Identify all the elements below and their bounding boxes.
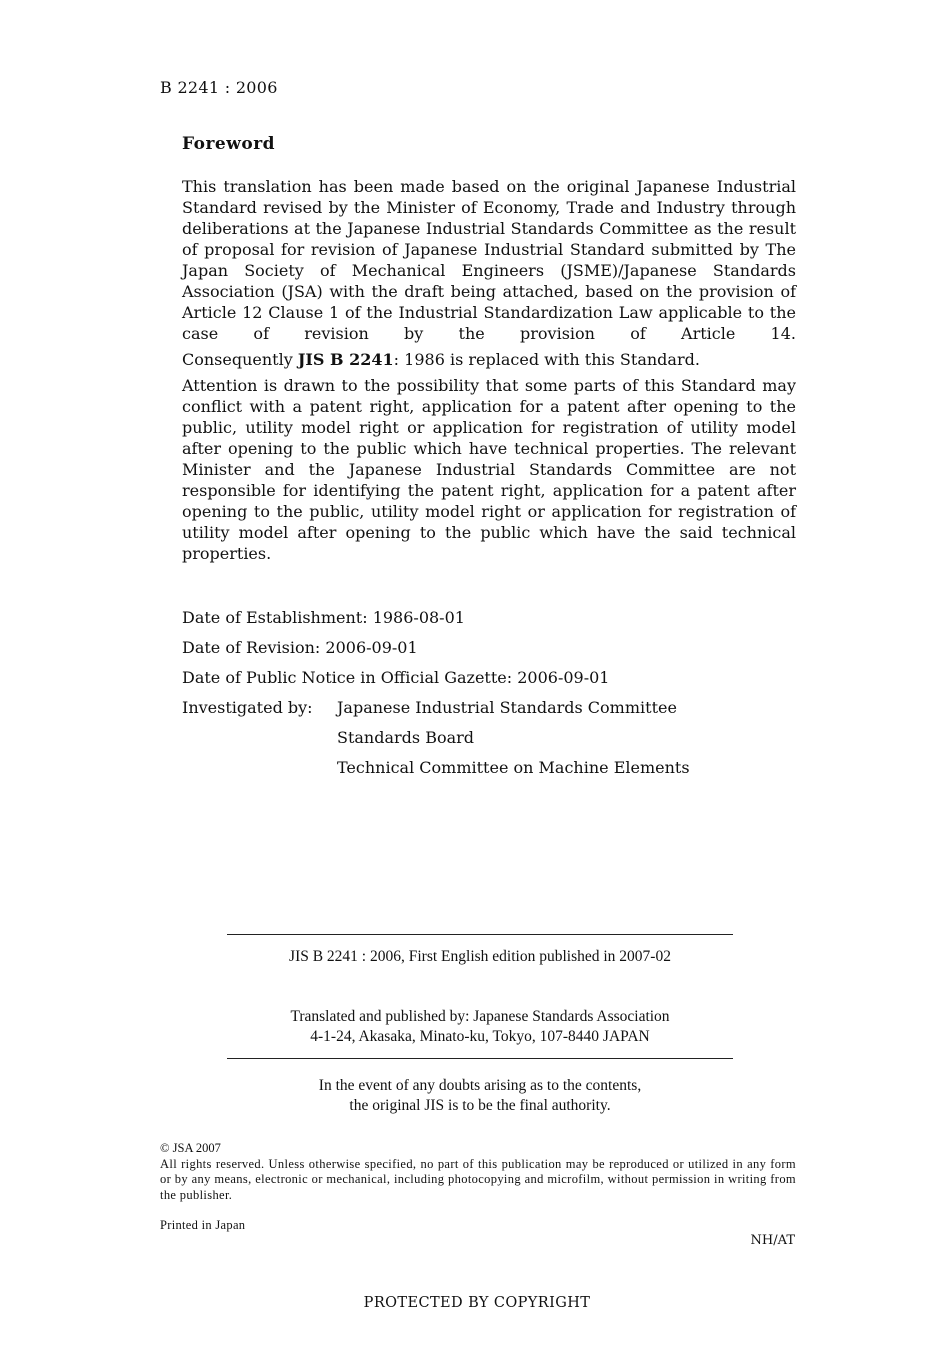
- publication-divider-bottom: [227, 1058, 733, 1059]
- foreword-paragraph-patent-notice: Attention is drawn to the possibility that some parts of this Standard may conflict with a patent right, application for a patent after opening to the public, utility model right or application for registration of utility model after opening to the public which have technical properties. The relevant Minister and the Japanese Industrial Standards Committee are not responsible for identifying the patent right, application for a patent after opening to the public, utility model right or application for registration of utility model after opening to the public which have the said technical properties.: [182, 376, 796, 563]
- date-of-establishment: Date of Establishment: 1986-08-01: [182, 608, 465, 627]
- publisher-name: Translated and published by: Japanese Standards Association: [290, 1008, 670, 1025]
- investigated-by-block: [182, 693, 690, 783]
- investigated-by-label: Investigated by:: [182, 698, 313, 717]
- publication-divider-top: [227, 934, 733, 935]
- edition-statement: JIS B 2241 : 2006, First English edition published in 2007-02: [289, 948, 671, 965]
- copyright-notice: © JSA 2007: [160, 1141, 221, 1155]
- printed-in-label: Printed in Japan: [160, 1218, 246, 1232]
- rights-statement: All rights reserved. Unless otherwise specified, no part of this publication may be reproduced or utilized in any form or by any means, electronic or mechanical, including photocopying and microfilm, without permission in writing from the publisher.: [160, 1156, 796, 1202]
- foreword-body: [182, 176, 796, 569]
- authority-note: [200, 1076, 760, 1116]
- document-code-header: B 2241 : 2006: [160, 78, 278, 97]
- investigating-body: Japanese Industrial Standards Committee: [337, 698, 677, 717]
- foreword-heading: Foreword: [182, 134, 276, 154]
- foreword-paragraph-replacement: [182, 349, 796, 370]
- investigating-body: Technical Committee on Machine Elements: [337, 758, 690, 777]
- standard-dates-block: [182, 603, 690, 783]
- foreword-paragraph-translation-basis: This translation has been made based on the original Japanese Industrial Standard revised by the Minister of Economy, Trade and Industry through deliberations at the Japanese Industrial Standards Committee as the result of proposal for revision of Japanese Industrial Standard submitted by The Japan Society of Mechanical Engineers (JSME)/Japanese Standards Association (JSA) with the draft being attached, based on the provision of Article 12 Clause 1 of the Industrial Standardization Law applicable to the case of revision by the provision of Article 14.: [182, 177, 796, 343]
- protected-by-copyright-footer: PROTECTED BY COPYRIGHT: [363, 1295, 591, 1311]
- date-of-revision: Date of Revision: 2006-09-01: [182, 638, 418, 657]
- publisher-block: [200, 1007, 760, 1047]
- authority-note-line: the original JIS is to be the final authority.: [349, 1097, 611, 1114]
- date-of-public-notice: Date of Public Notice in Official Gazette: 2006-09-01: [182, 668, 610, 687]
- translator-initials: NH/AT: [750, 1233, 795, 1248]
- replacement-suffix: : 1986 is replaced with this Standard.: [393, 350, 700, 369]
- investigating-body: Standards Board: [337, 728, 475, 747]
- publisher-address: 4-1-24, Akasaka, Minato-ku, Tokyo, 107-8440 JAPAN: [310, 1028, 650, 1045]
- investigating-bodies: [337, 693, 690, 783]
- authority-note-line: In the event of any doubts arising as to the contents,: [318, 1077, 642, 1094]
- copyright-block: [160, 1141, 796, 1203]
- replacement-prefix: Consequently: [182, 350, 298, 369]
- replaced-standard-code: JIS B 2241: [297, 350, 394, 369]
